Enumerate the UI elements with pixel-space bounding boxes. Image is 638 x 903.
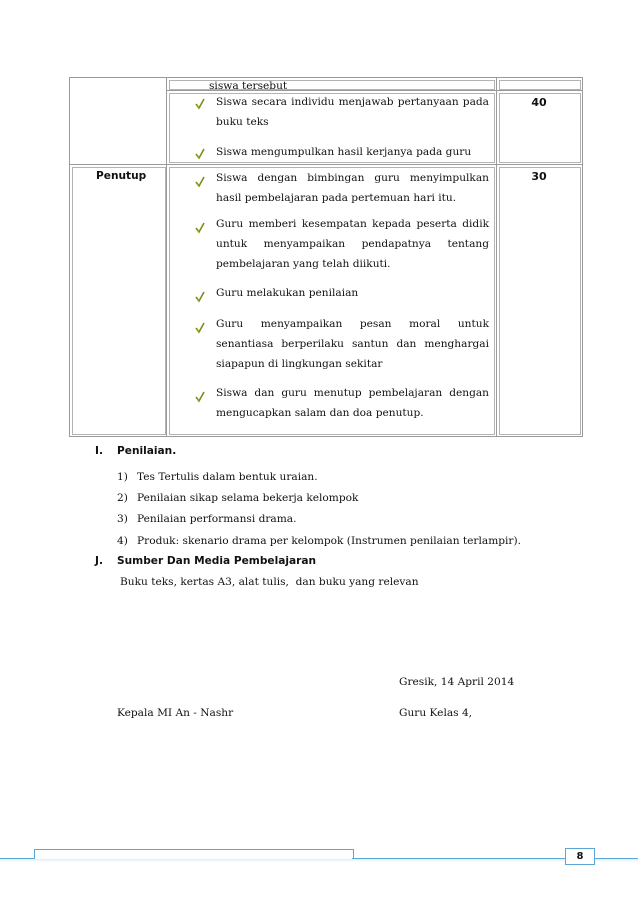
section-title: Sumber Dan Media Pembelajaran — [117, 555, 317, 567]
table-border-top — [69, 77, 582, 78]
section-letter: I. — [95, 445, 103, 457]
table-border-col2 — [496, 77, 497, 437]
signer-right-role: Guru Kelas 4, — [399, 707, 473, 719]
table-border-bottom — [69, 436, 582, 437]
table-bullet: Guru melakukan penilaian — [216, 287, 359, 299]
score-value: 40 — [531, 96, 547, 109]
signer-left-role: Kepala MI An - Nashr — [117, 707, 234, 719]
score-value: 30 — [531, 170, 547, 183]
list-item: Penilaian performansi drama. — [137, 513, 297, 525]
section-body: Buku teks, kertas A3, alat tulis, dan buku yang relevan — [120, 576, 419, 588]
table-border-right — [582, 77, 583, 437]
list-item: Penilaian sikap selama bekerja kelompok — [137, 492, 359, 504]
page-number-box — [565, 848, 595, 865]
table-bullet: Siswa mengumpulkan hasil kerjanya pada guru — [216, 146, 472, 158]
checkmark-icon — [195, 391, 205, 403]
footer-band — [34, 849, 354, 859]
checkmark-icon — [195, 176, 205, 188]
table-cell-text: siswa tersebut — [209, 80, 288, 92]
list-number: 1) — [117, 471, 128, 483]
place-date: Gresik, 14 April 2014 — [399, 676, 515, 688]
table-border-row2 — [69, 164, 582, 165]
list-number: 4) — [117, 535, 128, 547]
list-number: 3) — [117, 513, 128, 525]
list-item: Tes Tertulis dalam bentuk uraian. — [137, 471, 318, 483]
page-number: 8 — [576, 851, 584, 862]
footer-band-fill — [0, 859, 638, 862]
table-bullet: Siswa dengan bimbingan guru menyimpulkan hasil pembelajaran pada pertemuan hari itu. — [216, 172, 489, 204]
section-letter: J. — [95, 555, 103, 567]
section-title: Penilaian. — [117, 445, 177, 457]
table-border-col1 — [166, 77, 167, 437]
checkmark-icon — [195, 291, 205, 303]
checkmark-icon — [195, 322, 205, 334]
table-bullet: Siswa secara individu menjawab pertanyaan pada buku teks — [216, 96, 489, 128]
list-number: 2) — [117, 492, 128, 504]
checkmark-icon — [195, 222, 205, 234]
checkmark-icon — [195, 148, 205, 160]
table-bullet: Guru memberi kesempatan kepada peserta didik untuk menyampaikan pendapatnya tentang pembelajaran yang telah diikuti. — [216, 218, 489, 270]
table-border-left — [69, 77, 70, 437]
checkmark-icon — [195, 98, 205, 110]
phase-label: Penutup — [96, 170, 147, 182]
table-bullet: Guru menyampaikan pesan moral untuk senantiasa berperilaku santun dan menghargai siapapun di lingkungan sekitar — [216, 318, 489, 370]
table-bullet: Siswa dan guru menutup pembelajaran dengan mengucapkan salam dan doa penutup. — [216, 387, 489, 419]
list-item: Produk: skenario drama per kelompok (Instrumen penilaian terlampir). — [137, 535, 521, 547]
cell-outline — [72, 167, 166, 435]
cell-outline — [499, 80, 581, 90]
cell-outline — [499, 167, 581, 435]
